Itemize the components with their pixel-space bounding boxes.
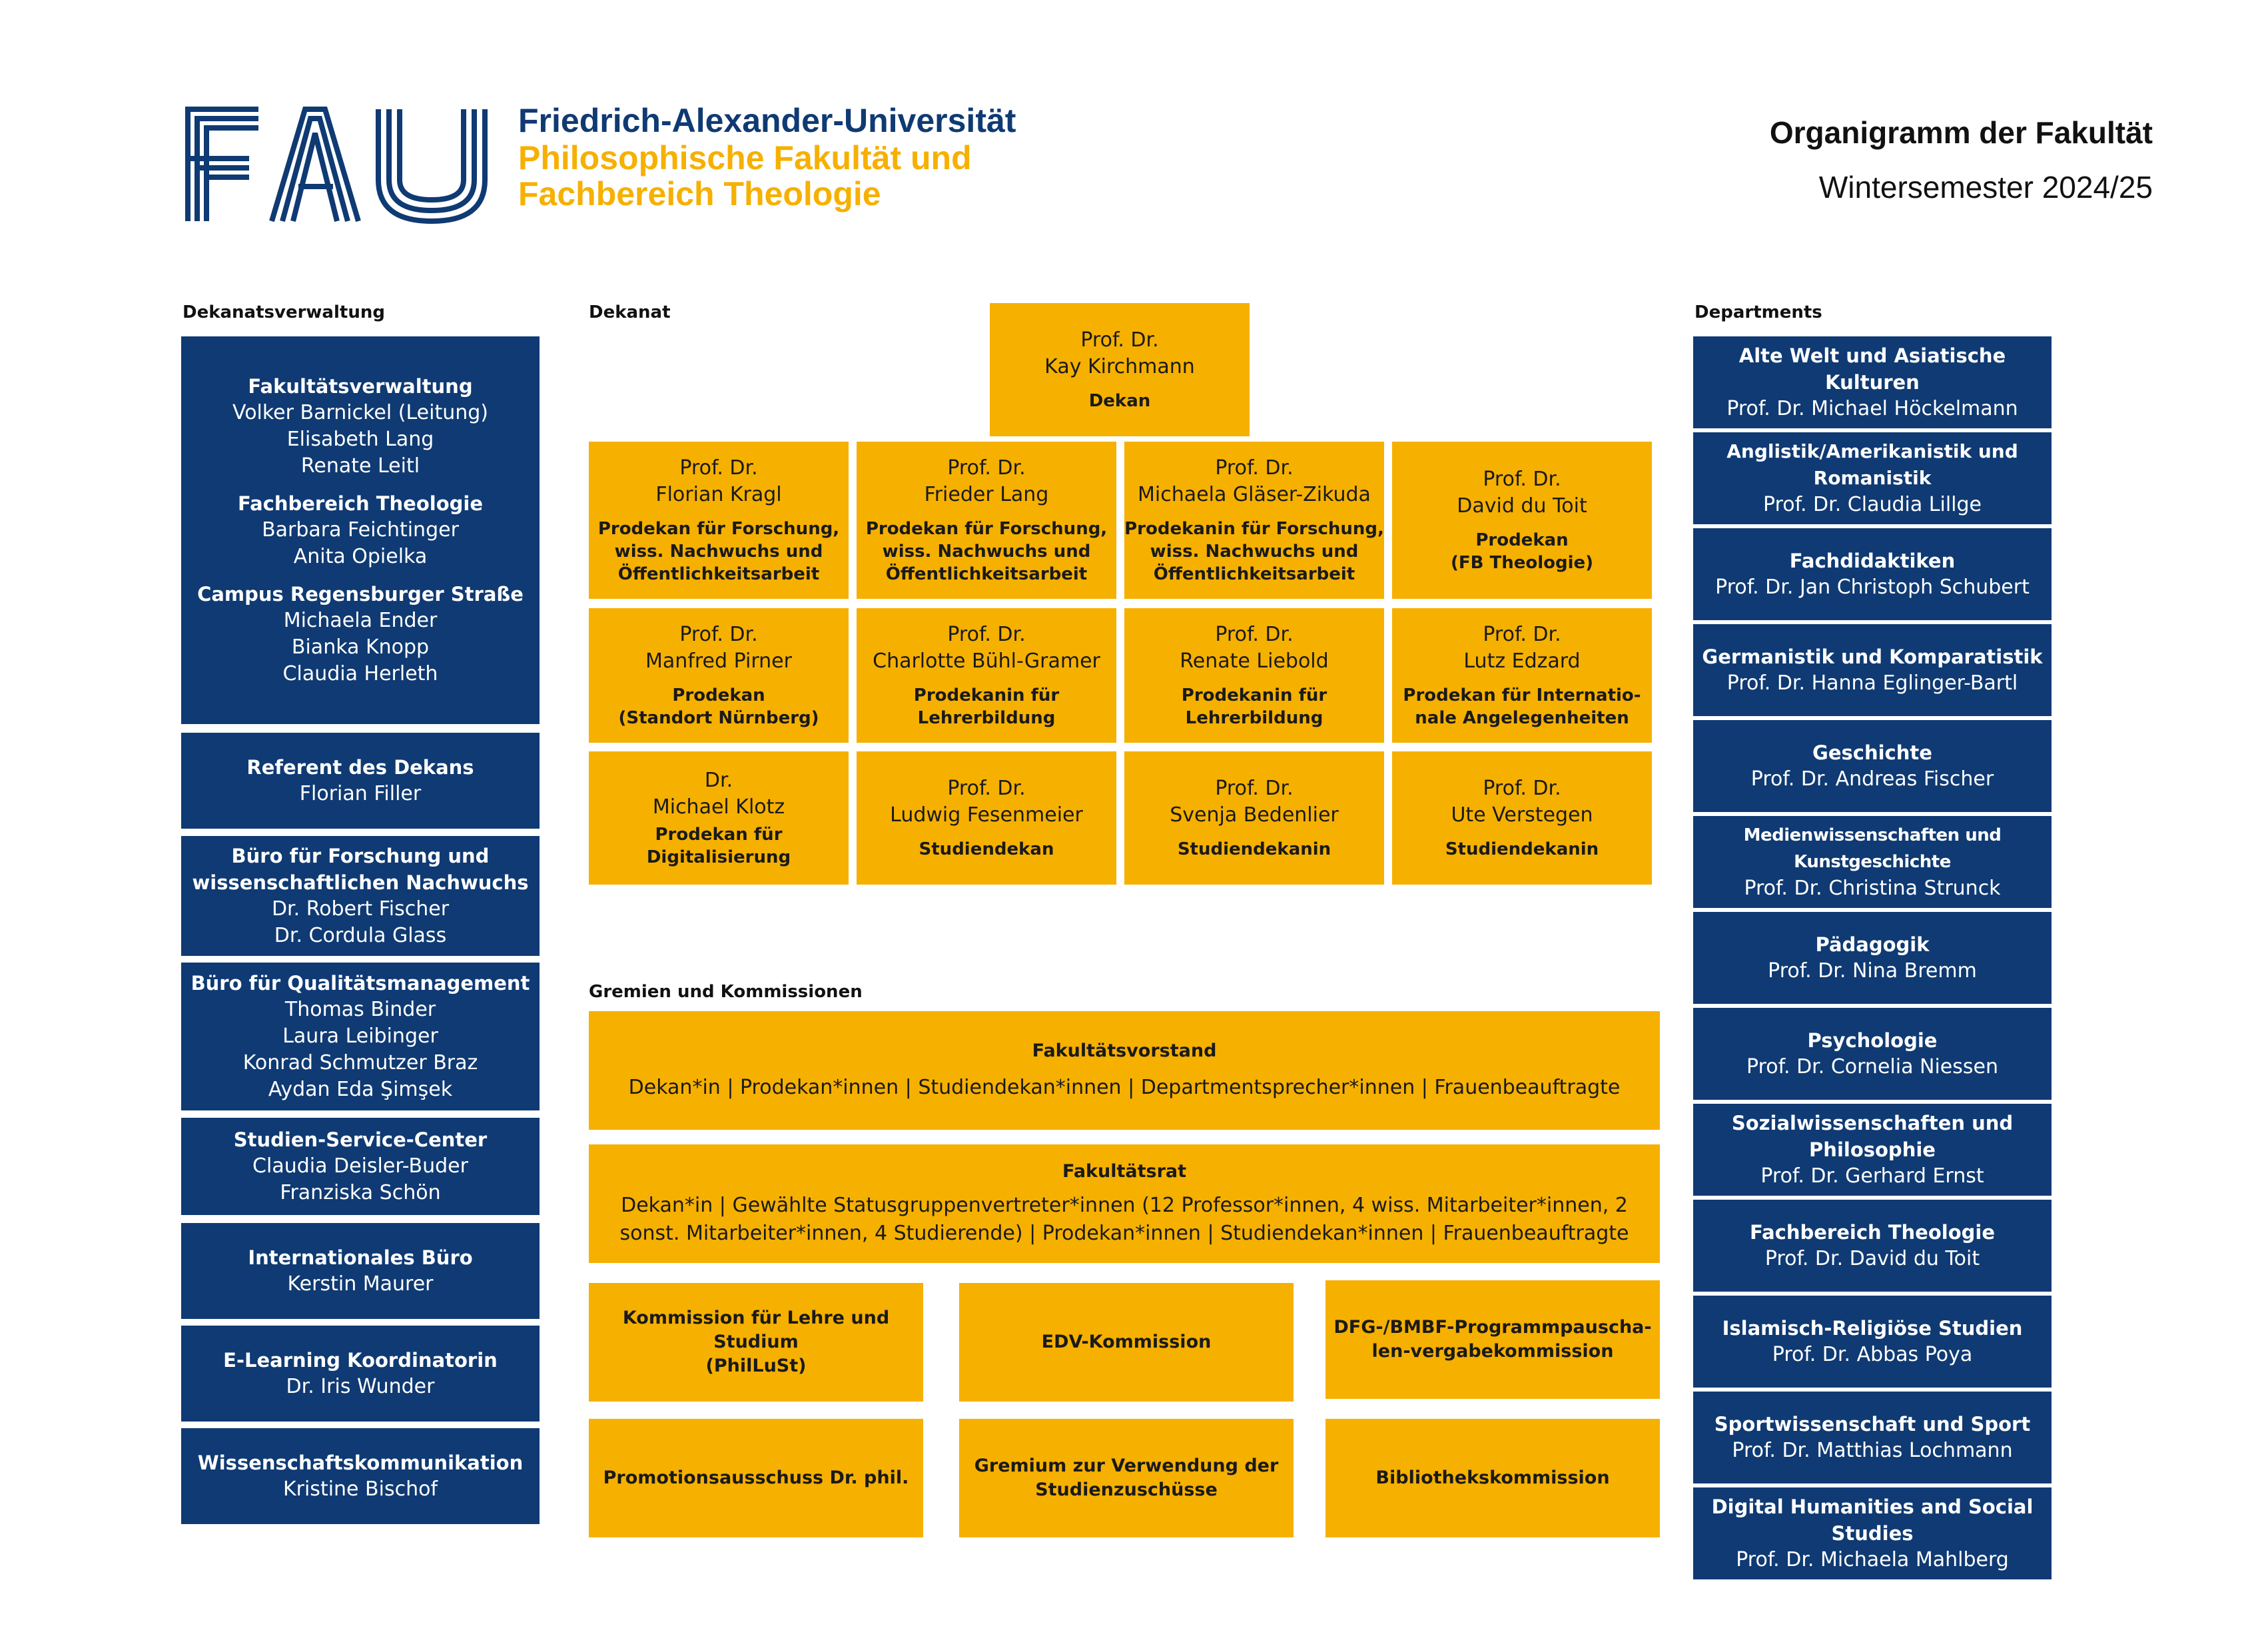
box-dfg-bmbf-kommission [1325, 1280, 1660, 1399]
box-referent [181, 733, 540, 829]
person-name: David du Toit [1457, 494, 1587, 518]
department-box [1693, 1296, 2052, 1388]
vorstand-title: Fakultätsvorstand [1032, 1040, 1217, 1061]
box-fakultaetsvorstand [589, 1011, 1660, 1130]
department-box [1693, 432, 2052, 524]
role-line: Öffentlichkeitsarbeit [1153, 564, 1355, 584]
academic-title: Prof. Dr. [947, 777, 1026, 800]
departments-list [1693, 336, 2052, 1583]
department-box [1693, 816, 2052, 908]
person-name: Frieder Lang [924, 483, 1049, 506]
person-name: Manfred Pirner [645, 649, 792, 673]
kommission-line: Studium [713, 1332, 799, 1352]
kommission-line: EDV-Kommission [1041, 1332, 1212, 1352]
box-studiendekanin-bedenlier [1124, 751, 1384, 885]
role-line: Prodekanin für [913, 685, 1060, 705]
role-line: Lehrerbildung [1185, 708, 1323, 728]
person: Dr. Iris Wunder [286, 1375, 435, 1398]
department-name: Psychologie [1807, 1029, 1938, 1052]
box-ssc [181, 1118, 540, 1215]
department-head: Prof. Dr. David du Toit [1764, 1247, 1980, 1270]
person: Claudia Deisler-Buder [252, 1154, 468, 1178]
person-name: Charlotte Bühl-Gramer [873, 649, 1100, 673]
department-head: Prof. Dr. Hanna Eglinger-Bartl [1726, 671, 2018, 695]
box-forschung [181, 836, 540, 956]
person: Dr. Robert Fischer [271, 897, 450, 921]
department-head: Prof. Dr. Andreas Fischer [1750, 767, 1994, 791]
person: Volker Barnickel (Leitung) [232, 401, 488, 424]
box-prodekan-kragl [589, 442, 849, 599]
academic-title: Prof. Dr. [947, 623, 1026, 646]
faculty-name-line1: Philosophische Fakultät und [518, 139, 972, 177]
role-line: Studiendekanin [1445, 839, 1599, 859]
role-line: wiss. Nachwuchs und [1150, 542, 1359, 562]
section-heading-gremien: Gremien und Kommissionen [589, 982, 863, 1002]
department-head: Prof. Dr. Michaela Mahlberg [1736, 1548, 2009, 1571]
box-prodekan-klotz [589, 751, 849, 885]
department-box [1693, 912, 2052, 1004]
box-prodekan-edzard [1392, 608, 1652, 743]
role-line: (Standort Nürnberg) [618, 708, 819, 728]
role-line: Öffentlichkeitsarbeit [885, 564, 1088, 584]
academic-title: Prof. Dr. [1215, 456, 1294, 480]
role-line: wiss. Nachwuchs und [614, 542, 823, 562]
person-name: Michaela Gläser-Zikuda [1138, 483, 1371, 506]
department-head: Prof. Dr. Cornelia Niessen [1746, 1055, 1998, 1078]
person-name: Michael Klotz [652, 795, 785, 819]
person: Barbara Feichtinger [262, 518, 459, 542]
department-box [1693, 1487, 2052, 1579]
role-line: nale Angelegenheiten [1415, 708, 1629, 728]
box-studiendekanin-verstegen [1392, 751, 1652, 885]
role-line: Lehrerbildung [917, 708, 1056, 728]
person-name: Ute Verstegen [1451, 803, 1593, 827]
academic-title: Prof. Dr. [1483, 468, 1561, 491]
academic-title: Prof. Dr. [1483, 623, 1561, 646]
person: Dr. Cordula Glass [274, 924, 447, 947]
kommission-line: Promotionsausschuss Dr. phil. [603, 1467, 909, 1488]
box-prodekan-du-toit [1392, 442, 1652, 599]
role-line: Öffentlichkeitsarbeit [617, 564, 820, 584]
role-line: Prodekan für [655, 825, 783, 845]
box-edv-kommission [959, 1283, 1294, 1402]
campus-title: Campus Regensburger Straße [197, 583, 524, 606]
section-heading-dekanat: Dekanat [589, 302, 671, 322]
kommission-line: DFG-/BMBF-Programmpauscha- [1333, 1317, 1652, 1338]
semester-label: Wintersemester 2024/25 [1818, 170, 2153, 205]
vorstand-members: Dekan*in | Prodekan*innen | Studiendekan*innen | Departmentsprecher*innen | Frauenbeauftragte [628, 1076, 1621, 1099]
section-heading-departments: Departments [1694, 302, 1822, 322]
person: Claudia Herleth [282, 662, 438, 685]
page-title: Organigramm der Fakultät [1769, 115, 2153, 150]
academic-title: Dr. [704, 769, 733, 792]
department-name: Anglistik/Amerikanistik und Romanistik [1726, 440, 2018, 489]
person-name: Svenja Bedenlier [1170, 803, 1339, 827]
department-box [1693, 336, 2052, 428]
dekan-name: Kay Kirchmann [1044, 355, 1195, 378]
academic-title: Prof. Dr. [947, 456, 1026, 480]
box-bibliothekskommission [1325, 1419, 1660, 1537]
department-box [1693, 720, 2052, 812]
elearning-title: E-Learning Koordinatorin [223, 1349, 498, 1372]
box-prodekan-pirner [589, 608, 849, 743]
role-line: Digitalisierung [646, 847, 791, 867]
department-head: Prof. Dr. Nina Bremm [1768, 959, 1977, 983]
box-dekan [990, 303, 1250, 436]
role-line: (FB Theologie) [1450, 553, 1594, 573]
rat-title: Fakultätsrat [1062, 1161, 1187, 1182]
forschung-title-line1: Büro für Forschung und [231, 845, 490, 867]
box-elearning [181, 1326, 540, 1422]
role-line: Prodekan für Internatio- [1403, 685, 1641, 705]
box-wisskomm [181, 1428, 540, 1524]
department-name: Pädagogik [1815, 933, 1930, 956]
person: Anita Opielka [293, 545, 428, 568]
role-line: Prodekan [672, 685, 765, 705]
department-name: Fachdidaktiken [1789, 550, 1956, 572]
department-head: Prof. Dr. Matthias Lochmann [1732, 1439, 2013, 1462]
department-name: Geschichte [1812, 741, 1932, 764]
person: Konrad Schmutzer Braz [242, 1051, 478, 1074]
department-head: Prof. Dr. Abbas Poya [1772, 1343, 1973, 1366]
person: Thomas Binder [284, 998, 436, 1021]
role-line: Prodekan für Forschung, [597, 519, 840, 539]
role-line: Prodekanin für Forschung, [1124, 519, 1384, 539]
box-prodekanin-glaeser-zikuda [1124, 442, 1384, 599]
box-prodekanin-liebold [1124, 608, 1384, 743]
role-line: wiss. Nachwuchs und [882, 542, 1091, 562]
department-name: Digital Humanities and Social Studies [1711, 1495, 2034, 1545]
box-internationales-buero [181, 1223, 540, 1319]
person-name: Renate Liebold [1180, 649, 1329, 673]
theologie-title: Fachbereich Theologie [237, 492, 484, 515]
fau-logo [185, 107, 498, 224]
department-box [1693, 624, 2052, 716]
kommission-line: len-vergabekommission [1371, 1341, 1614, 1362]
box-gremium-studienzuschuesse [959, 1419, 1294, 1537]
person-name: Florian Kragl [655, 483, 782, 506]
department-name: Alte Welt und Asiatische Kulturen [1738, 344, 2006, 394]
box-kommission-lehre [589, 1283, 923, 1402]
academic-title: Prof. Dr. [1483, 777, 1561, 800]
department-box [1693, 1008, 2052, 1100]
department-head: Prof. Dr. Gerhard Ernst [1760, 1164, 1984, 1188]
role-line: Studiendekan [919, 839, 1054, 859]
kommission-line: Studienzuschüsse [1035, 1479, 1218, 1500]
department-box [1693, 1392, 2052, 1483]
person-name: Lutz Edzard [1463, 649, 1581, 673]
department-name: Fachbereich Theologie [1749, 1221, 1996, 1244]
person: Renate Leitl [300, 454, 420, 478]
person: Michaela Ender [283, 609, 438, 632]
department-name: Sozialwissenschaften und Philosophie [1731, 1112, 2014, 1161]
academic-title: Prof. Dr. [1215, 623, 1294, 646]
verwaltung-title: Fakultätsverwaltung [248, 375, 473, 398]
person: Franziska Schön [280, 1181, 441, 1204]
person: Bianka Knopp [291, 635, 430, 659]
role-line: Prodekanin für [1181, 685, 1327, 705]
dekan-role: Dekan [1088, 391, 1151, 411]
dekan-title: Prof. Dr. [1080, 328, 1159, 352]
section-heading-dekanatsverwaltung: Dekanatsverwaltung [183, 302, 385, 322]
department-name: Islamisch-Religiöse Studien [1722, 1317, 2023, 1340]
fau-logo-mark [185, 107, 498, 224]
faculty-name-line2: Fachbereich Theologie [518, 175, 881, 212]
department-box [1693, 1104, 2052, 1196]
university-name: Friedrich-Alexander-Universität [518, 102, 1016, 139]
kommission-line: Gremium zur Verwendung der [974, 1455, 1279, 1476]
forschung-title-line2: wissenschaftlichen Nachwuchs [192, 871, 529, 894]
academic-title: Prof. Dr. [679, 456, 758, 480]
department-name: Germanistik und Komparatistik [1702, 645, 2043, 668]
department-box [1693, 1200, 2052, 1292]
kommission-line: Kommission für Lehre und [622, 1308, 890, 1328]
box-prodekanin-buehl-gramer [857, 608, 1116, 743]
person-name: Ludwig Fesenmeier [890, 803, 1083, 827]
person: Kerstin Maurer [287, 1272, 434, 1296]
person: Aydan Eda Şimşek [268, 1078, 453, 1101]
intl-title: Internationales Büro [248, 1246, 473, 1269]
rat-members-line1: Dekan*in | Gewählte Statusgruppenvertreter*innen (12 Professor*innen, 4 wiss. Mitarbeiter*innen, 2 [621, 1194, 1628, 1217]
role-line: Prodekan für Forschung, [865, 519, 1108, 539]
person: Laura Leibinger [282, 1025, 438, 1048]
box-fakultaetsrat [589, 1144, 1660, 1263]
referent-title: Referent des Dekans [246, 756, 474, 779]
wisskomm-title: Wissenschaftskommunikation [197, 1451, 524, 1474]
department-head: Prof. Dr. Michael Höckelmann [1726, 397, 2018, 420]
role-line: Prodekan [1475, 530, 1569, 550]
kommission-line: Bibliothekskommission [1375, 1467, 1610, 1488]
person: Kristine Bischof [282, 1477, 438, 1501]
department-name: Medienwissenschaften und Kunstgeschichte [1743, 825, 2002, 872]
box-prodekan-lang [857, 442, 1116, 599]
person: Elisabeth Lang [286, 428, 434, 451]
box-studiendekan-fesenmeier [857, 751, 1116, 885]
box-qualitaet [181, 963, 540, 1110]
box-promotionsausschuss [589, 1419, 923, 1537]
qualitaet-title: Büro für Qualitätsmanagement [190, 972, 530, 995]
box-verwaltung-main [181, 336, 540, 724]
department-box [1693, 528, 2052, 620]
department-head: Prof. Dr. Christina Strunck [1744, 877, 2001, 900]
department-name: Sportwissenschaft und Sport [1714, 1413, 2031, 1436]
rat-members-line2: sonst. Mitarbeiter*innen, 4 Studierende) | Prodekan*innen | Studiendekan*innen | Frauenbeauftragte [619, 1222, 1629, 1245]
kommission-line: (PhilLuSt) [705, 1356, 807, 1376]
person: Florian Filler [299, 782, 422, 805]
academic-title: Prof. Dr. [1215, 777, 1294, 800]
role-line: Studiendekanin [1177, 839, 1331, 859]
department-head: Prof. Dr. Claudia Lillge [1763, 493, 1982, 516]
ssc-title: Studien-Service-Center [233, 1128, 488, 1151]
academic-title: Prof. Dr. [679, 623, 758, 646]
department-head: Prof. Dr. Jan Christoph Schubert [1715, 576, 2030, 599]
